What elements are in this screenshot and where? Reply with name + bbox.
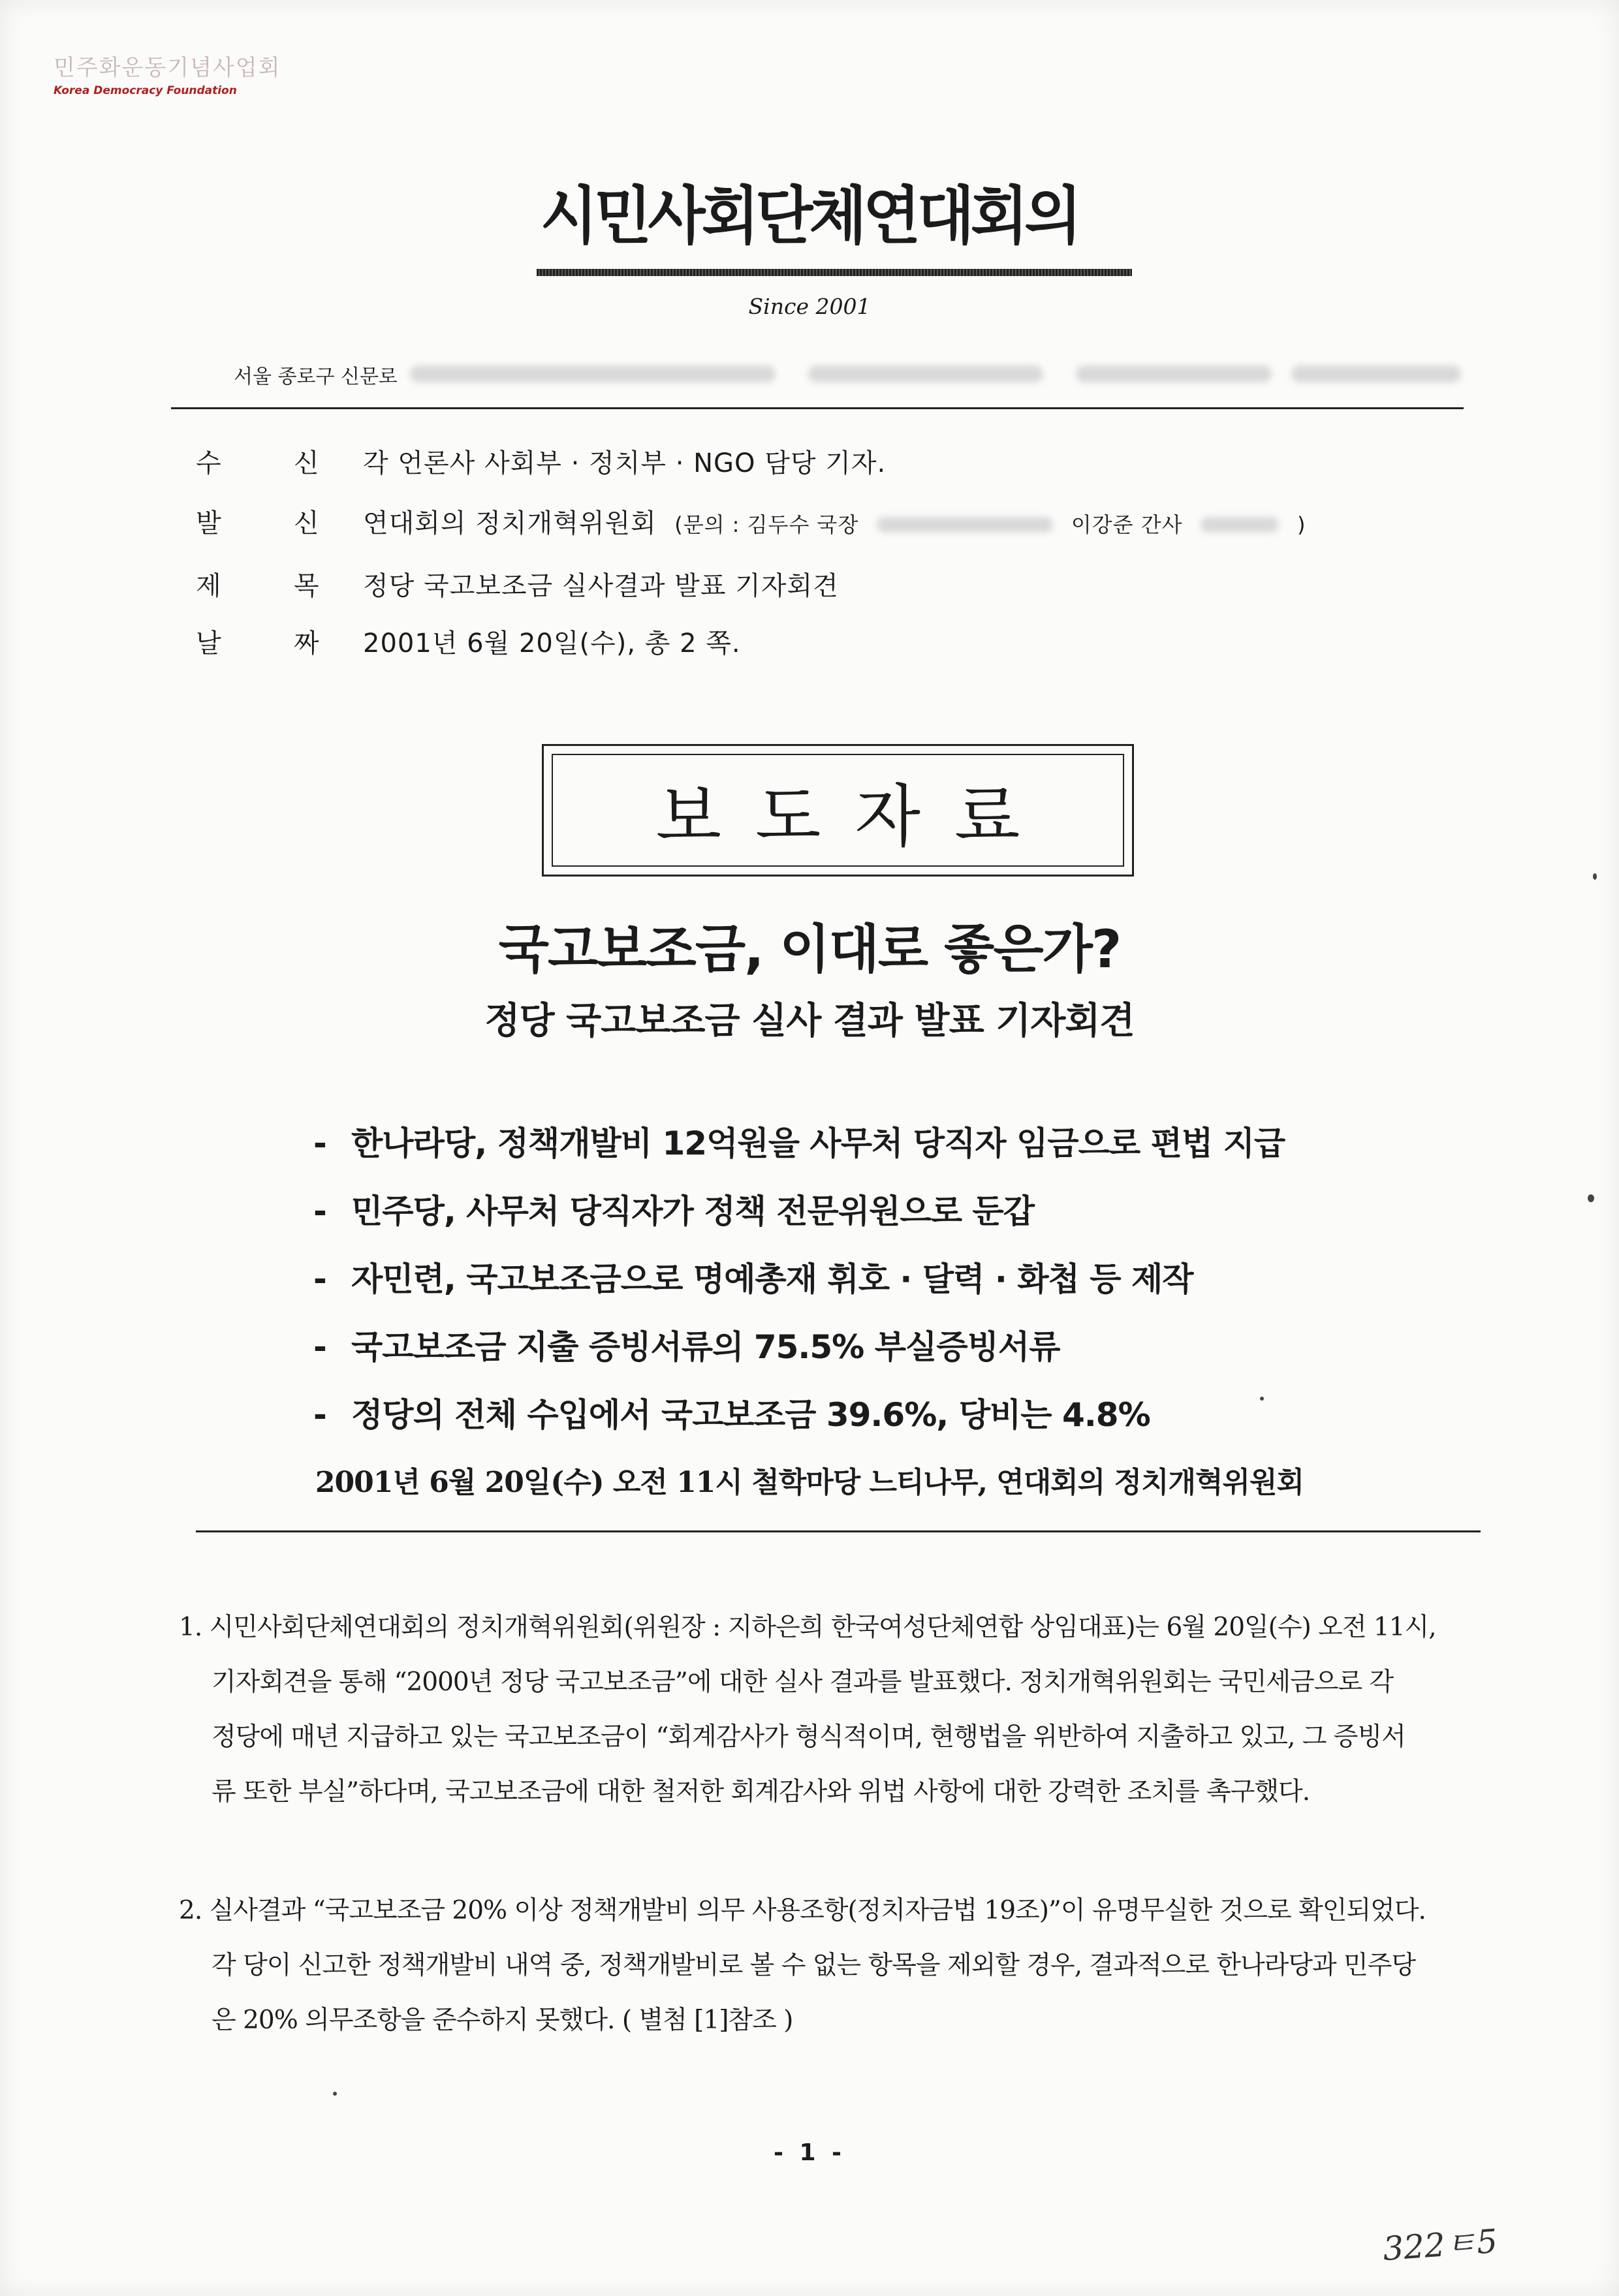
list-item	[313, 1313, 1285, 1381]
paragraph-line: 1. 시민사회단체연대회의 정치개혁위원회(위원장 : 지하은희 한국여성단체연합 상임대표)는 6월 20일(수) 오전 11시,	[179, 1613, 1436, 1642]
headline: 국고보조금, 이대로 좋은가?	[498, 919, 1121, 980]
contact-close: )	[1297, 512, 1306, 537]
info-value	[363, 503, 1306, 540]
list-item	[313, 1381, 1285, 1449]
press-release-title: 보도자료	[655, 776, 1054, 856]
info-key: 목	[294, 571, 319, 601]
info-key: 발	[196, 508, 221, 538]
paragraph-line: 기자회견을 통해 “2000년 정당 국고보조금”에 대한 실사 결과를 발표했다. 정치개혁위원회는 국민세금으로 각	[212, 1668, 1394, 1697]
watermark-korean: 민주화운동기념사업회	[54, 55, 281, 81]
bullet-dash: -	[313, 1328, 326, 1366]
bullet-dash: -	[313, 1396, 326, 1434]
subheadline: 정당 국고보조금 실사 결과 발표 기자회견	[484, 1000, 1135, 1042]
list-item	[313, 1109, 1285, 1177]
event-line: 2001년 6월 20일(수) 오전 11시 철학마당 느티나무, 연대회의 정치개혁위원회	[315, 1466, 1304, 1499]
organization-name: 시민사회단체연대회의	[540, 179, 1079, 253]
info-key: 수	[196, 448, 221, 478]
bullet-dash: -	[313, 1192, 326, 1230]
info-key: 신	[294, 448, 319, 478]
redacted-contact-phone	[877, 517, 1053, 533]
sender-name: 연대회의 정치개혁위원회	[363, 508, 657, 538]
info-value: 정당 국고보조금 실사결과 발표 기자회견	[363, 571, 839, 601]
paragraph-line: 정당에 매년 지급하고 있는 국고보조금이 “회계감사가 형식적이며, 현행법을 위반하여 지출하고 있고, 그 증빙서	[212, 1722, 1406, 1752]
press-release-box	[542, 744, 1134, 877]
address-text: 서울 종로구 신문로	[234, 365, 398, 388]
redacted-email	[1076, 365, 1272, 382]
scan-speck	[333, 2092, 337, 2096]
paragraph-line: 각 당이 신고한 정책개발비 내역 중, 정책개발비로 볼 수 없는 항목을 제외할 경우, 결과적으로 한나라당과 민주당	[212, 1951, 1416, 1980]
info-key: 날	[196, 628, 221, 659]
paragraph-line: 2. 실사결과 “국고보조금 20% 이상 정책개발비 의무 사용조항(정치자금법 19조)”이 유명무실한 것으로 확인되었다.	[179, 1896, 1426, 1925]
bullet-text: 한나라당, 정책개발비 12억원을 사무처 당직자 임금으로 편법 지급	[351, 1125, 1285, 1162]
watermark-english: Korea Democracy Foundation	[54, 84, 237, 97]
paragraph-2	[179, 1884, 1504, 2048]
masthead	[0, 166, 1619, 256]
press-release-inner	[552, 754, 1124, 867]
address-row	[234, 358, 1461, 390]
paragraph-line: 류 또한 부실”하다며, 국고보조금에 대한 철저한 회계감사와 위법 사항에 대한 강력한 조치를 촉구했다.	[212, 1777, 1310, 1807]
redacted-contact-phone-2	[1201, 517, 1279, 533]
redacted-website	[1291, 365, 1461, 382]
bullet-dash: -	[313, 1125, 326, 1162]
page-number: - 1 -	[774, 2139, 845, 2166]
info-key: 신	[294, 508, 319, 538]
contact-second: 이강준 간사	[1071, 512, 1183, 537]
redacted-address	[410, 365, 776, 382]
scan-speck	[1588, 1194, 1594, 1202]
bullet-text: 국고보조금 지출 증빙서류의 75.5% 부실증빙서류	[351, 1328, 1060, 1366]
masthead-rule	[537, 269, 1132, 276]
scan-speck	[1593, 873, 1597, 880]
header-divider	[171, 407, 1464, 409]
contact-prefix: (문의 : 김두수 국장	[674, 512, 859, 537]
list-item	[313, 1177, 1285, 1245]
foundation-watermark	[54, 50, 281, 97]
info-value: 2001년 6월 20일(수), 총 2 쪽.	[363, 628, 741, 659]
key-points-list	[313, 1109, 1285, 1449]
redacted-phone	[808, 365, 1043, 382]
handwritten-mark: 322ㅌ5	[1381, 2222, 1499, 2269]
scan-speck	[1260, 1397, 1264, 1401]
bullet-text: 정당의 전체 수입에서 국고보조금 39.6%, 당비는 4.8%	[351, 1396, 1150, 1434]
bullet-text: 민주당, 사무처 당직자가 정책 전문위원으로 둔갑	[351, 1192, 1035, 1230]
info-key: 제	[196, 571, 221, 601]
bullet-dash: -	[313, 1260, 326, 1298]
paragraph-line: 은 20% 의무조항을 준수하지 못했다. ( 별첨 [1]참조 )	[212, 2006, 793, 2035]
list-item	[313, 1245, 1285, 1313]
body-divider	[196, 1530, 1481, 1532]
info-value: 각 언론사 사회부 · 정치부 · NGO 담당 기자.	[363, 448, 887, 478]
info-key: 짜	[294, 628, 319, 659]
paragraph-1	[179, 1600, 1504, 1820]
since-line: Since 2001	[748, 294, 871, 319]
bullet-text: 자민련, 국고보조금으로 명예총재 휘호 · 달력 · 화첩 등 제작	[351, 1260, 1193, 1298]
